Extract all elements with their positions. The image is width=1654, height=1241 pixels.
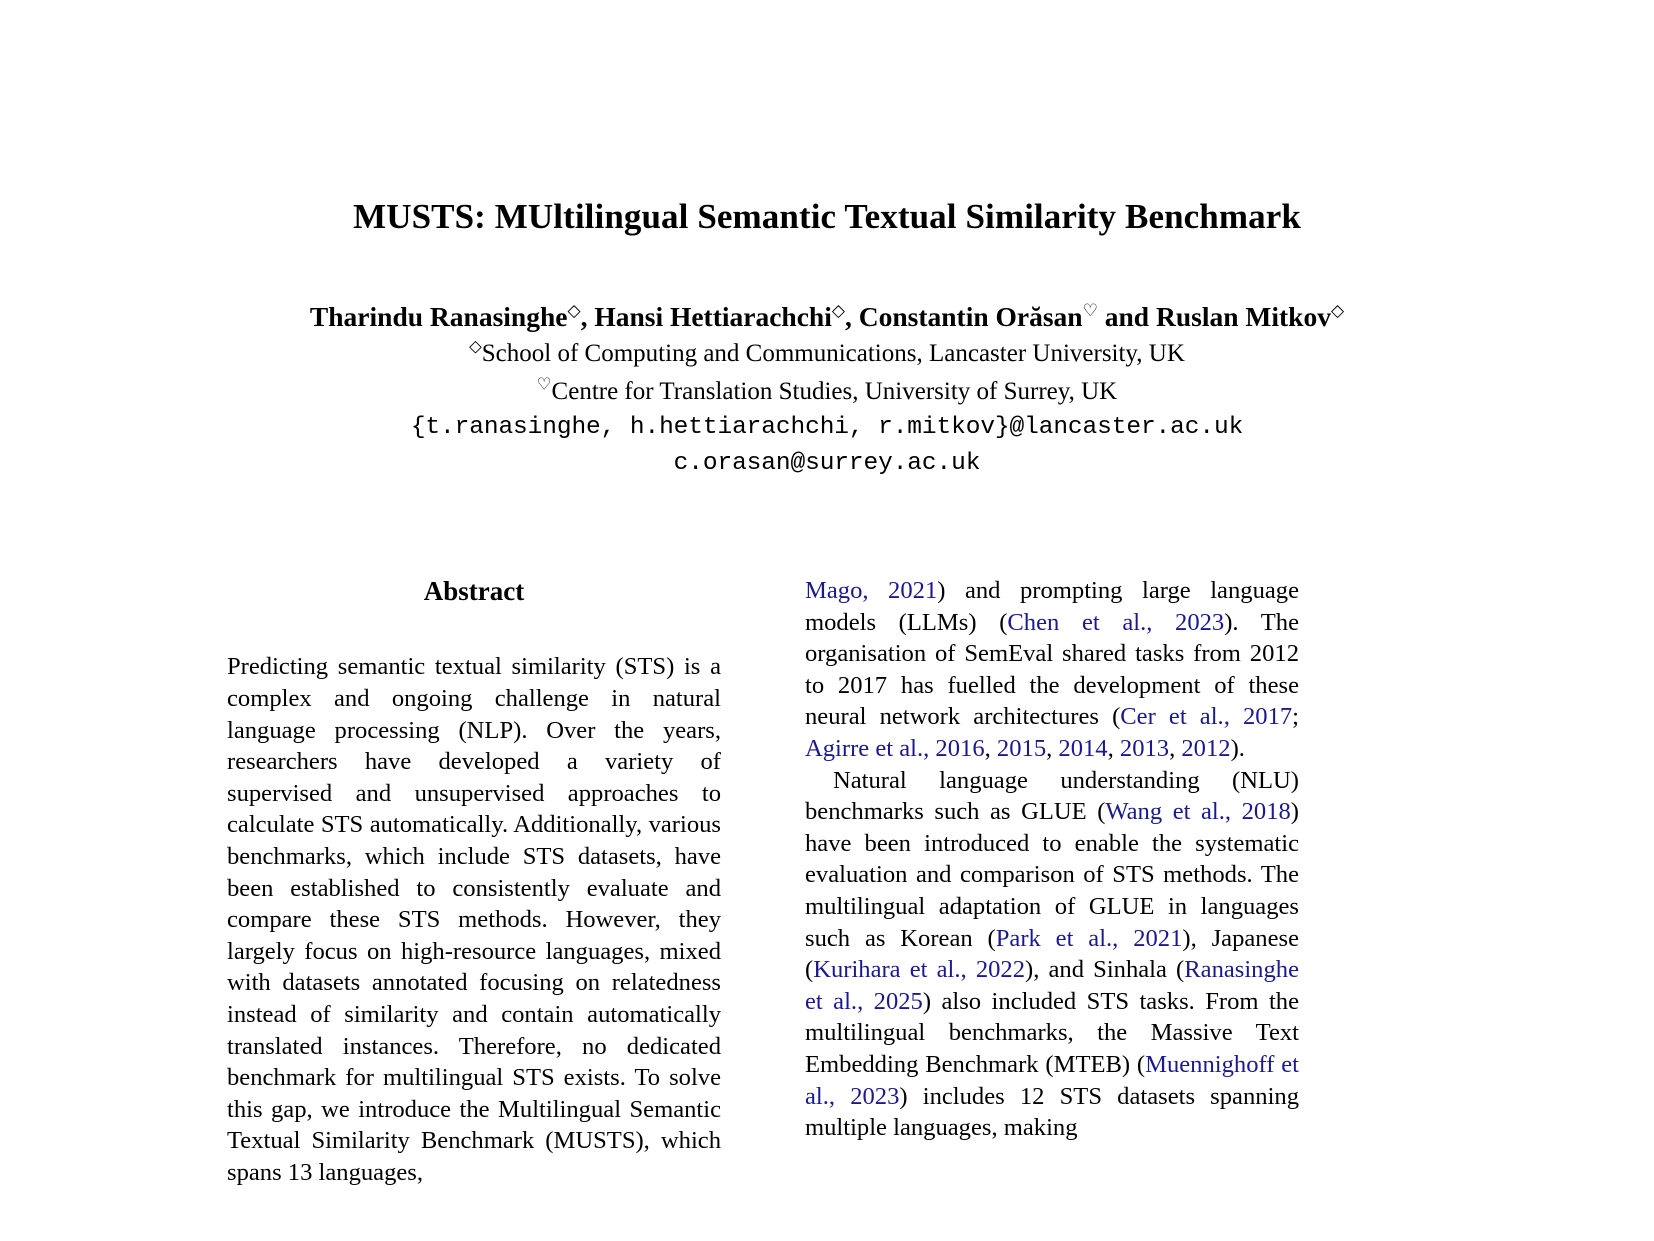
author-list xyxy=(0,298,1654,335)
citation-link[interactable]: Cer et al., 2017 xyxy=(1120,703,1293,731)
body-text-run: ) have been introduced to enable the systematic evaluation and comparison of STS methods. The multilingual adaptation of GLUE in languages such as Korean ( xyxy=(805,798,1299,952)
citation-link[interactable]: 2014 xyxy=(1058,734,1108,762)
author-name-2: Hansi Hettiarachchi xyxy=(594,301,832,332)
author-connector: and xyxy=(1097,301,1156,332)
body-text-run: , xyxy=(1169,734,1182,762)
affiliation-text-2: Centre for Translation Studies, University of Surrey, UK xyxy=(551,377,1118,405)
body-text-run: , xyxy=(1046,734,1059,762)
body-text-run: ). The organisation of SemEval shared tasks from 2012 to 2017 has fuelled the development of these neural network architectures ( xyxy=(805,608,1299,731)
citation-link[interactable]: 2012 xyxy=(1181,734,1231,762)
author-name-4: Ruslan Mitkov xyxy=(1155,301,1331,332)
author-affiliation-symbol-2: ◇ xyxy=(831,300,845,320)
paragraph-intro-continued xyxy=(805,575,1299,765)
body-text-run: ) and prompting large language models (LLMs) ( xyxy=(805,577,1299,636)
paragraph-nlu-benchmarks xyxy=(805,765,1299,1144)
affiliation-line-2 xyxy=(0,373,1654,411)
body-text-run: , xyxy=(984,734,997,762)
body-text-run: ; xyxy=(1292,703,1299,731)
authors-block xyxy=(0,298,1654,481)
citation-link[interactable]: Mago, 2021 xyxy=(805,577,938,604)
citation-link[interactable]: 2013 xyxy=(1119,734,1170,762)
citation-link[interactable]: Agirre et al., 2016 xyxy=(805,734,985,762)
author-affiliation-symbol-4: ◇ xyxy=(1330,300,1345,320)
citation-link[interactable]: Kurihara et al., 2022 xyxy=(813,956,1026,984)
body-text-run: ) includes 12 STS datasets spanning multiple languages, making xyxy=(805,1082,1299,1142)
title-block xyxy=(0,196,1654,238)
author-name-3: Constantin Orăsan xyxy=(858,301,1083,332)
citation-link[interactable]: Chen et al., 2023 xyxy=(1007,608,1225,636)
citation-link[interactable]: Ranasinghe et al., 2025 xyxy=(805,956,1299,1015)
citation-link[interactable]: Muennighoff et al., 2023 xyxy=(805,1050,1299,1110)
right-column xyxy=(805,575,1299,1241)
author-name-1: Tharindu Ranasinghe xyxy=(309,301,568,332)
body-text-run: ), Japanese ( xyxy=(805,924,1299,984)
body-text-run: , xyxy=(1107,734,1120,762)
page-title: MUSTS: MUltilingual Semantic Textual Similarity Benchmark xyxy=(353,197,1301,236)
body-text-run: ). xyxy=(1230,734,1245,762)
author-affiliation-symbol-3: ♡ xyxy=(1082,300,1098,320)
abstract-text: Predicting semantic textual similarity (STS) is a complex and ongoing challenge in natural language processing (NLP). Over the years, researchers have developed a variety of supervised and unsupervised approaches to calculate STS automatically. Additionally, various benchmarks, which include STS datasets, have been established to consistently evaluate and compare these STS methods. However, they largely focus on high-resource languages, mixed with datasets annotated focusing on relatedness instead of similarity and contain automatically translated instances. Therefore, no dedicated benchmark for multilingual STS exists. To solve this gap, we introduce the Multilingual Semantic Textual Similarity Benchmark (MUSTS), which spans 13 languages, xyxy=(227,653,721,1186)
affiliation-symbol-2: ♡ xyxy=(536,374,552,394)
citation-link[interactable]: Wang et al., 2018 xyxy=(1105,798,1291,826)
abstract-heading: Abstract xyxy=(423,576,525,606)
body-text-run: Natural language understanding (NLU) benchmarks such as GLUE ( xyxy=(805,766,1299,826)
email-line-1: {t.ranasinghe, h.hettiarachchi, r.mitkov}@lancaster.ac.uk xyxy=(410,414,1244,442)
body-text-run: ), and Sinhala ( xyxy=(1025,956,1185,984)
citation-link[interactable]: Park et al., 2021 xyxy=(995,924,1183,952)
left-column xyxy=(227,575,721,1241)
body-text-run: ) also included STS tasks. From the multilingual benchmarks, the Massive Text Embedding Benchmark (MTEB) ( xyxy=(805,987,1299,1078)
author-separator-2: , xyxy=(844,301,859,332)
affiliation-text-1: School of Computing and Communications, Lancaster University, UK xyxy=(481,340,1185,368)
citation-link[interactable]: 2015 xyxy=(996,734,1047,762)
affiliation-symbol-1: ◇ xyxy=(469,336,482,356)
author-separator-1: , xyxy=(580,301,595,332)
affiliation-line-1 xyxy=(0,335,1654,373)
email-line-2: c.orasan@surrey.ac.uk xyxy=(673,449,981,477)
author-affiliation-symbol-1: ◇ xyxy=(567,300,581,320)
body-columns xyxy=(0,575,1654,1241)
